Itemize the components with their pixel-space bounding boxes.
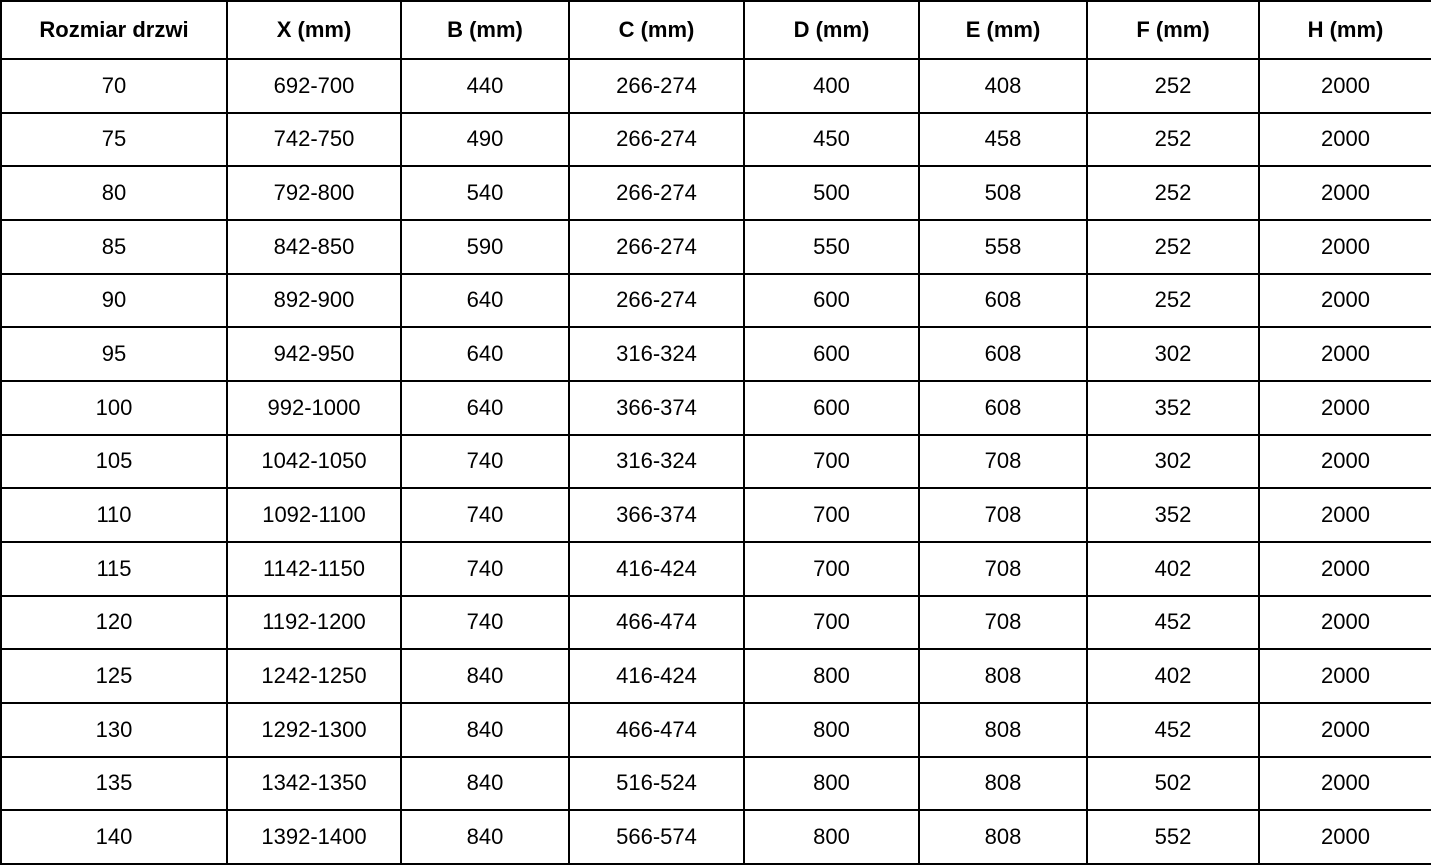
table-cell: 402 [1087, 542, 1259, 596]
table-cell: 742-750 [227, 113, 401, 167]
header-cell: Rozmiar drzwi [1, 1, 227, 59]
table-cell: 508 [919, 166, 1087, 220]
table-cell: 640 [401, 381, 569, 435]
header-cell: X (mm) [227, 1, 401, 59]
table-cell: 416-424 [569, 542, 744, 596]
table-cell: 800 [744, 703, 919, 757]
table-cell: 302 [1087, 435, 1259, 489]
table-cell: 1042-1050 [227, 435, 401, 489]
table-cell: 700 [744, 542, 919, 596]
table-cell: 640 [401, 327, 569, 381]
table-cell: 840 [401, 757, 569, 811]
table-cell: 2000 [1259, 220, 1431, 274]
table-row [1, 274, 1431, 328]
table-cell: 2000 [1259, 703, 1431, 757]
table-cell: 2000 [1259, 649, 1431, 703]
table-cell: 808 [919, 810, 1087, 864]
table-cell: 466-474 [569, 596, 744, 650]
header-cell: D (mm) [744, 1, 919, 59]
table-row [1, 703, 1431, 757]
table-cell: 840 [401, 810, 569, 864]
table-cell: 740 [401, 435, 569, 489]
table-cell: 600 [744, 381, 919, 435]
table-cell: 792-800 [227, 166, 401, 220]
table-cell: 708 [919, 542, 1087, 596]
table-cell: 840 [401, 649, 569, 703]
table-cell: 1092-1100 [227, 488, 401, 542]
table-cell: 490 [401, 113, 569, 167]
table-cell: 452 [1087, 596, 1259, 650]
table-header [1, 1, 1431, 59]
table-cell: 452 [1087, 703, 1259, 757]
table-cell: 266-274 [569, 59, 744, 113]
table-cell: 740 [401, 542, 569, 596]
table-cell: 90 [1, 274, 227, 328]
table-cell: 466-474 [569, 703, 744, 757]
table-cell: 366-374 [569, 488, 744, 542]
table-cell: 252 [1087, 220, 1259, 274]
table-row [1, 596, 1431, 650]
table-cell: 252 [1087, 274, 1259, 328]
table-cell: 458 [919, 113, 1087, 167]
table-cell: 2000 [1259, 327, 1431, 381]
table-cell: 95 [1, 327, 227, 381]
table-cell: 252 [1087, 113, 1259, 167]
table-cell: 110 [1, 488, 227, 542]
table-cell: 842-850 [227, 220, 401, 274]
table-cell: 402 [1087, 649, 1259, 703]
header-cell: C (mm) [569, 1, 744, 59]
table-cell: 992-1000 [227, 381, 401, 435]
table-cell: 408 [919, 59, 1087, 113]
table-cell: 352 [1087, 488, 1259, 542]
table-cell: 700 [744, 488, 919, 542]
table-cell: 800 [744, 757, 919, 811]
table-cell: 1142-1150 [227, 542, 401, 596]
table-cell: 942-950 [227, 327, 401, 381]
table-row [1, 488, 1431, 542]
table-cell: 100 [1, 381, 227, 435]
table-cell: 1242-1250 [227, 649, 401, 703]
table-cell: 252 [1087, 59, 1259, 113]
table-cell: 400 [744, 59, 919, 113]
table-cell: 135 [1, 757, 227, 811]
table-cell: 800 [744, 810, 919, 864]
table-cell: 450 [744, 113, 919, 167]
table-row [1, 542, 1431, 596]
table-cell: 740 [401, 488, 569, 542]
table-cell: 316-324 [569, 435, 744, 489]
table-cell: 2000 [1259, 810, 1431, 864]
table-cell: 266-274 [569, 274, 744, 328]
table-cell: 2000 [1259, 59, 1431, 113]
table-cell: 800 [744, 649, 919, 703]
table-cell: 130 [1, 703, 227, 757]
table-cell: 708 [919, 435, 1087, 489]
table-cell: 2000 [1259, 757, 1431, 811]
table-cell: 600 [744, 274, 919, 328]
table-cell: 2000 [1259, 488, 1431, 542]
table-cell: 550 [744, 220, 919, 274]
table-cell: 416-424 [569, 649, 744, 703]
header-row [1, 1, 1431, 59]
table-cell: 2000 [1259, 274, 1431, 328]
table-cell: 808 [919, 703, 1087, 757]
table-cell: 516-524 [569, 757, 744, 811]
table-cell: 608 [919, 327, 1087, 381]
table-row [1, 220, 1431, 274]
table-row [1, 59, 1431, 113]
table-cell: 366-374 [569, 381, 744, 435]
table-cell: 115 [1, 542, 227, 596]
table-cell: 266-274 [569, 220, 744, 274]
table-cell: 2000 [1259, 596, 1431, 650]
table-cell: 2000 [1259, 435, 1431, 489]
table-cell: 558 [919, 220, 1087, 274]
table-cell: 75 [1, 113, 227, 167]
table-cell: 70 [1, 59, 227, 113]
table-cell: 80 [1, 166, 227, 220]
table-cell: 140 [1, 810, 227, 864]
header-cell: E (mm) [919, 1, 1087, 59]
table-cell: 266-274 [569, 166, 744, 220]
table-cell: 808 [919, 649, 1087, 703]
table-cell: 600 [744, 327, 919, 381]
table-cell: 552 [1087, 810, 1259, 864]
table-row [1, 435, 1431, 489]
table-cell: 120 [1, 596, 227, 650]
table-cell: 252 [1087, 166, 1259, 220]
table-cell: 640 [401, 274, 569, 328]
table-cell: 2000 [1259, 381, 1431, 435]
table-cell: 266-274 [569, 113, 744, 167]
table-cell: 1392-1400 [227, 810, 401, 864]
table-row [1, 649, 1431, 703]
header-cell: F (mm) [1087, 1, 1259, 59]
table-cell: 1342-1350 [227, 757, 401, 811]
table-cell: 692-700 [227, 59, 401, 113]
table-cell: 892-900 [227, 274, 401, 328]
table-cell: 540 [401, 166, 569, 220]
table-cell: 2000 [1259, 542, 1431, 596]
table-cell: 85 [1, 220, 227, 274]
table-row [1, 757, 1431, 811]
table-row [1, 810, 1431, 864]
table-cell: 352 [1087, 381, 1259, 435]
table-cell: 502 [1087, 757, 1259, 811]
table-cell: 608 [919, 274, 1087, 328]
table-cell: 566-574 [569, 810, 744, 864]
table-cell: 2000 [1259, 113, 1431, 167]
table-cell: 1192-1200 [227, 596, 401, 650]
table-cell: 808 [919, 757, 1087, 811]
table-row [1, 381, 1431, 435]
table-cell: 440 [401, 59, 569, 113]
header-cell: H (mm) [1259, 1, 1431, 59]
table-row [1, 166, 1431, 220]
table-cell: 125 [1, 649, 227, 703]
table-cell: 700 [744, 435, 919, 489]
table-cell: 105 [1, 435, 227, 489]
table-body [1, 59, 1431, 864]
table-cell: 302 [1087, 327, 1259, 381]
table-cell: 316-324 [569, 327, 744, 381]
table-cell: 708 [919, 488, 1087, 542]
table-cell: 700 [744, 596, 919, 650]
table-row [1, 327, 1431, 381]
table-cell: 608 [919, 381, 1087, 435]
table-cell: 1292-1300 [227, 703, 401, 757]
table-cell: 590 [401, 220, 569, 274]
table-cell: 500 [744, 166, 919, 220]
table-cell: 708 [919, 596, 1087, 650]
table-cell: 840 [401, 703, 569, 757]
table-row [1, 113, 1431, 167]
table-cell: 740 [401, 596, 569, 650]
header-cell: B (mm) [401, 1, 569, 59]
table-cell: 2000 [1259, 166, 1431, 220]
